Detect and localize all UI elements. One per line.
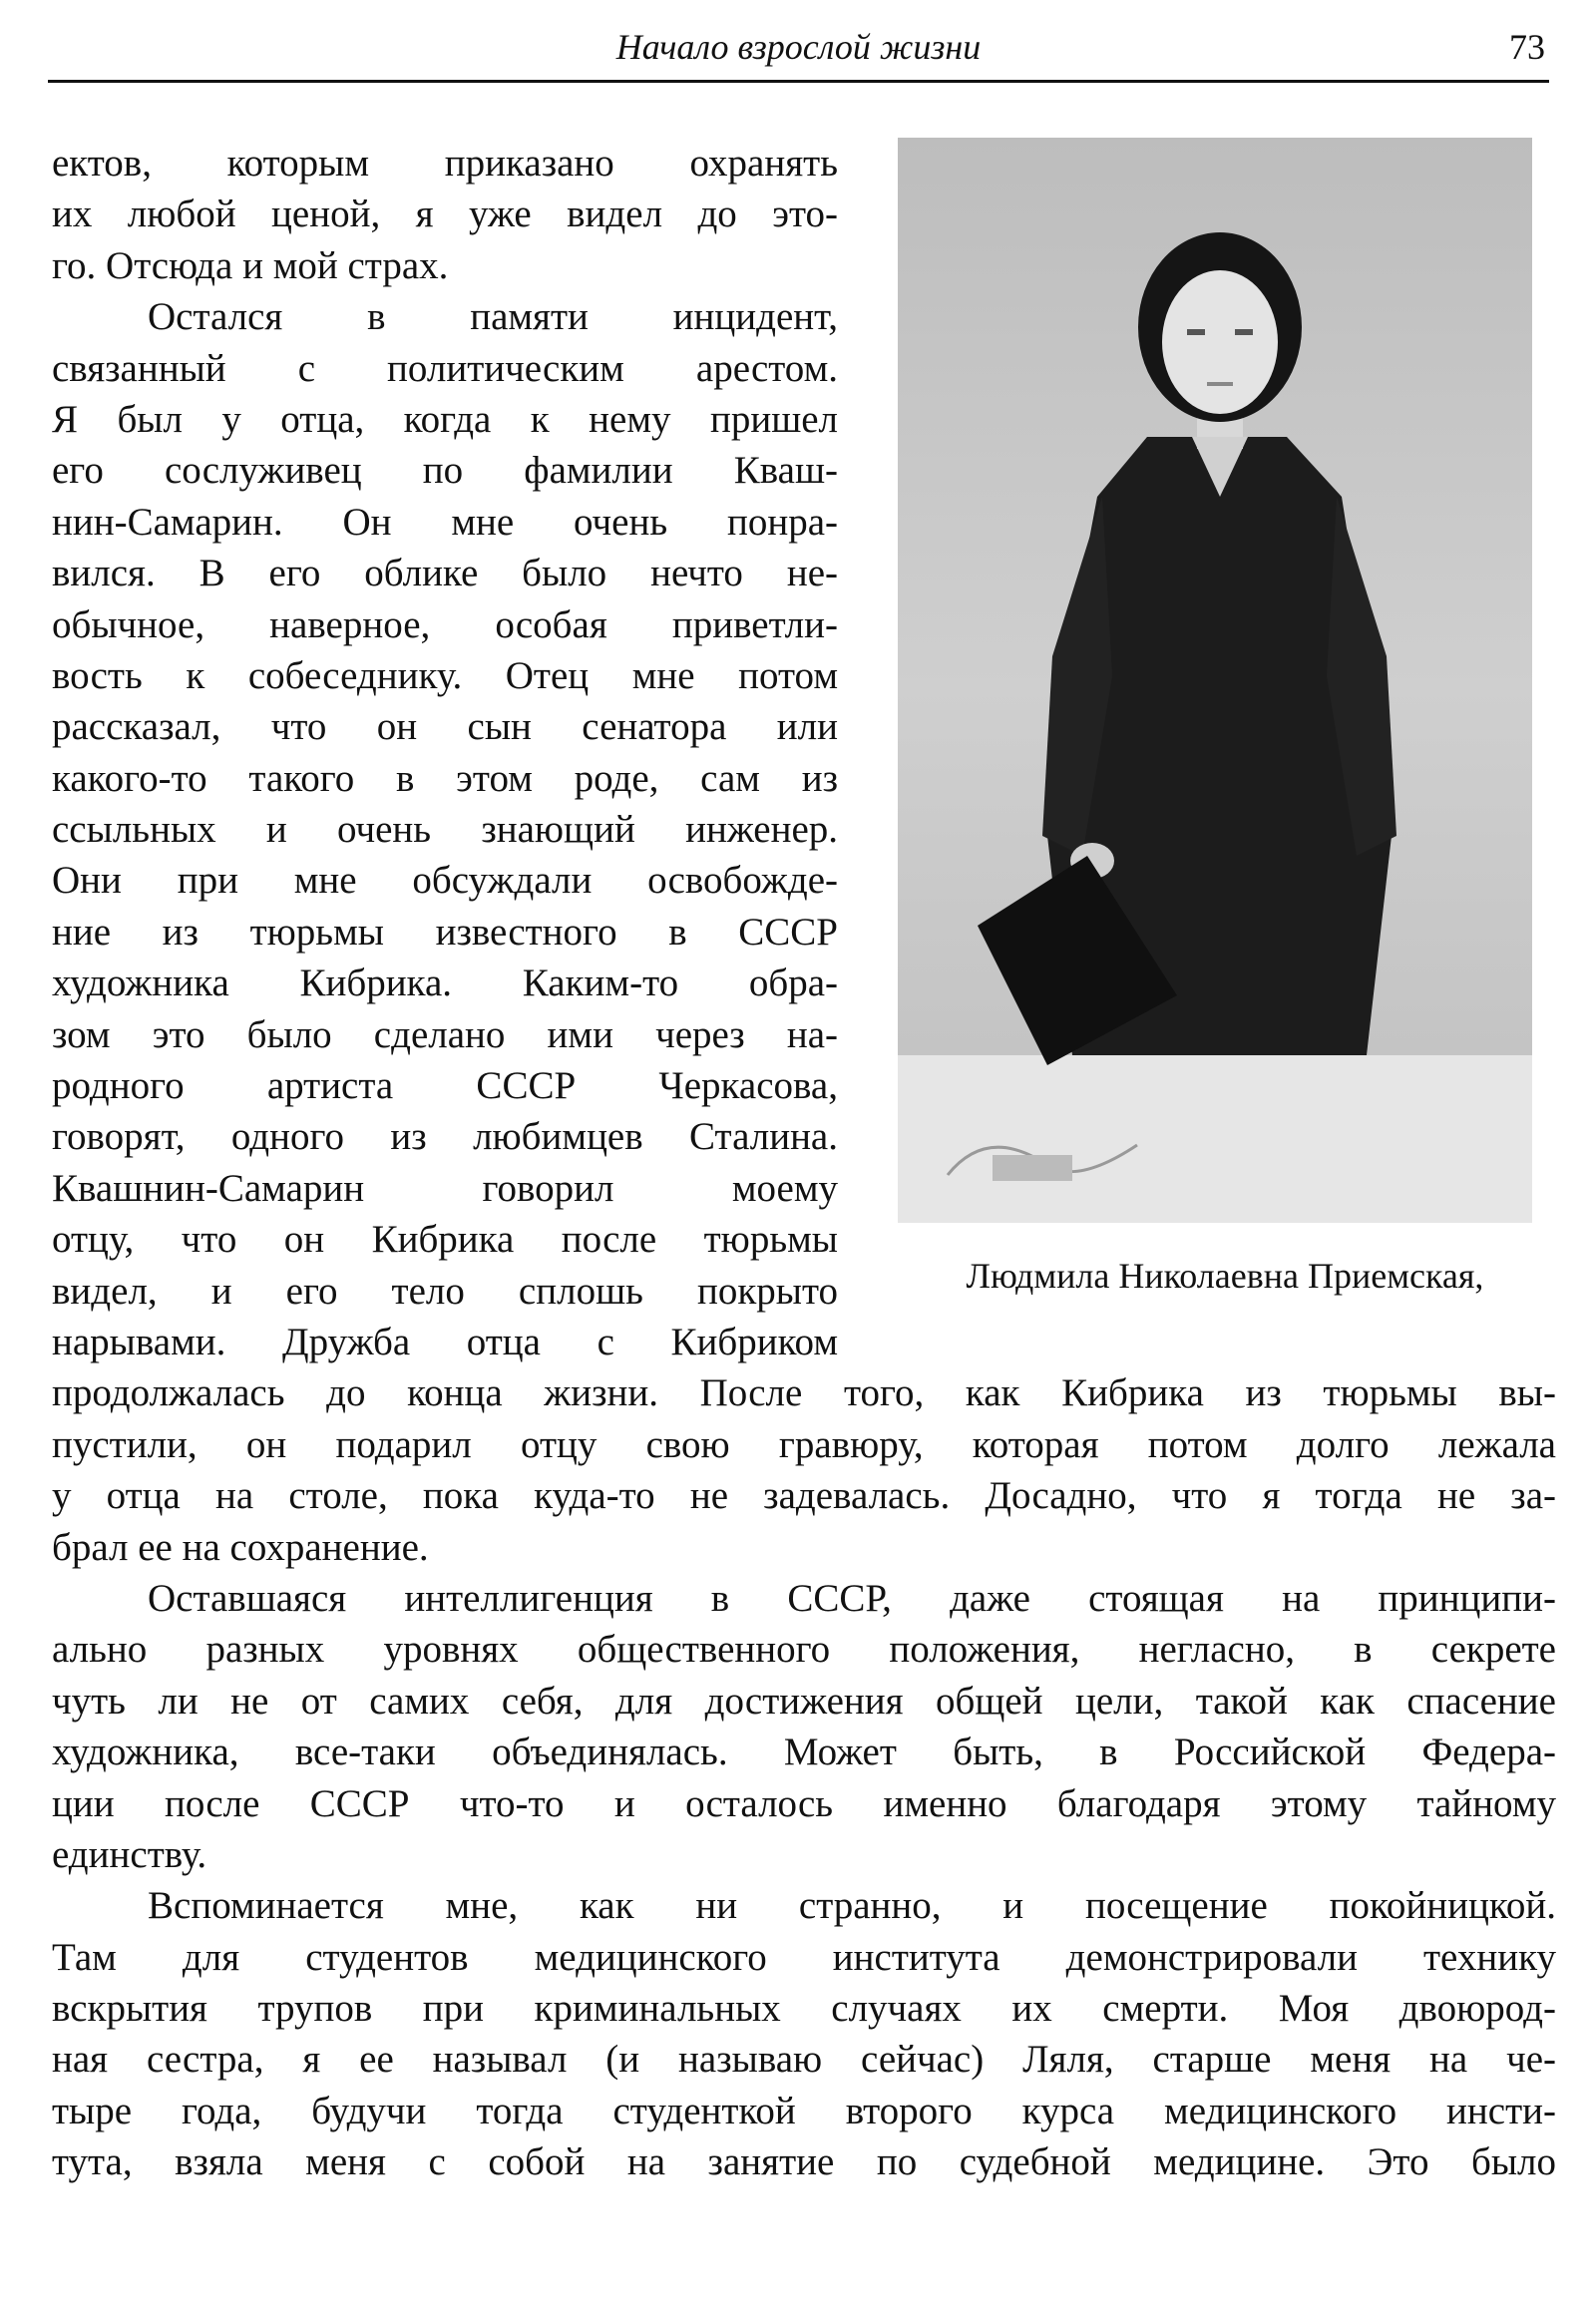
text-line: нарывами. Дружба отца с Кибриком [52,1320,838,1363]
text-line: продолжалась до конца жизни. После того, как Кибрика из тюрьмы вы- [52,1371,1556,1415]
text-line: Остался в памяти инцидент, [148,295,838,339]
text-line: зом это было сделано ими через на- [52,1012,838,1056]
text-line: вился. В его облике было нечто не- [52,552,838,595]
text-line: обычное, наверное, особая приветли- [52,602,838,646]
text-line: рассказал, что он сын сенатора или [52,705,838,749]
text-line: Оставшаяся интеллигенция в СССР, даже стоящая на принципи- [148,1576,1556,1620]
text-line: его сослуживец по фамилии Кваш- [52,449,838,493]
text-line: художника, все-таки объединялась. Может быть, в Российской Федера- [52,1731,1556,1774]
text-line: ектов, которым приказано охранять [52,142,838,185]
text-line: художника Кибрика. Каким-то обра- [52,962,838,1005]
text-line: отцу, что он Кибрика после тюрьмы [52,1218,838,1262]
running-title: Начало взрослой жизни [615,27,982,67]
text-line: Я был у отца, когда к нему пришел [52,397,838,441]
text-line: говорят, одного из любимцев Сталина. [52,1115,838,1159]
text-line: у отца на столе, пока куда-то не задевалась. Досадно, что я тогда не за- [52,1474,1556,1518]
text-line: чуть ли не от самих себя, для достижения общей цели, такой как спасение [52,1679,1556,1723]
text-line: пустили, он подарил отцу свою гравюру, которая потом долго лежала [52,1422,1556,1466]
text-line: вскрытия трупов при криминальных случаях их смерти. Моя двоюрод- [52,1987,1556,2031]
figure-caption: Людмила Николаевна Приемская, [966,1256,1484,1296]
text-line: Там для студентов медицинского института демонстрировали технику [52,1935,1556,1979]
text-line: ссыльных и очень знающий инженер. [52,808,838,852]
text-line: вость к собеседнику. Отец мне потом [52,653,838,697]
text-line: какого-то такого в этом роде, сам из [52,756,838,800]
text-line: ние из тюрьмы известного в СССР [52,910,838,954]
text-line: нин-Самарин. Он мне очень понра- [52,500,838,544]
text-line: видел, и его тело сплошь покрыто [52,1269,838,1313]
text-line: ная сестра, я ее называл (и называю сейчас) Ляля, старше меня на че- [52,2038,1556,2082]
body-text [52,138,1556,2188]
text-line: Вспоминается мне, как ни странно, и посещение покойницкой. [148,1884,1556,1928]
text-line: го. Отсюда и мой страх. [52,243,449,287]
text-line: тута, взяла меня с собой на занятие по судебной медицине. Это было [52,2140,1556,2184]
text-line: брал ее на сохранение. [52,1525,429,1569]
text-line: ально разных уровнях общественного положения, негласно, в секрете [52,1628,1556,1672]
page-number: 73 [1509,27,1545,67]
text-line: Они при мне обсуждали освобожде- [52,859,838,903]
page-header [48,22,1549,83]
text-line: их любой ценой, я уже видел до это- [52,193,838,236]
text-line: единству. [52,1832,207,1876]
text-line: связанный с политическим арестом. [52,346,838,390]
text-line: Квашнин-Самарин говорил моему [52,1166,838,1210]
text-line: родного артиста СССР Черкасова, [52,1064,838,1108]
text-line: ции после СССР что-то и осталось именно благодаря этому тайному [52,1781,1556,1825]
text-line: тыре года, будучи тогда студенткой второго курса медицинского инсти- [52,2089,1556,2132]
